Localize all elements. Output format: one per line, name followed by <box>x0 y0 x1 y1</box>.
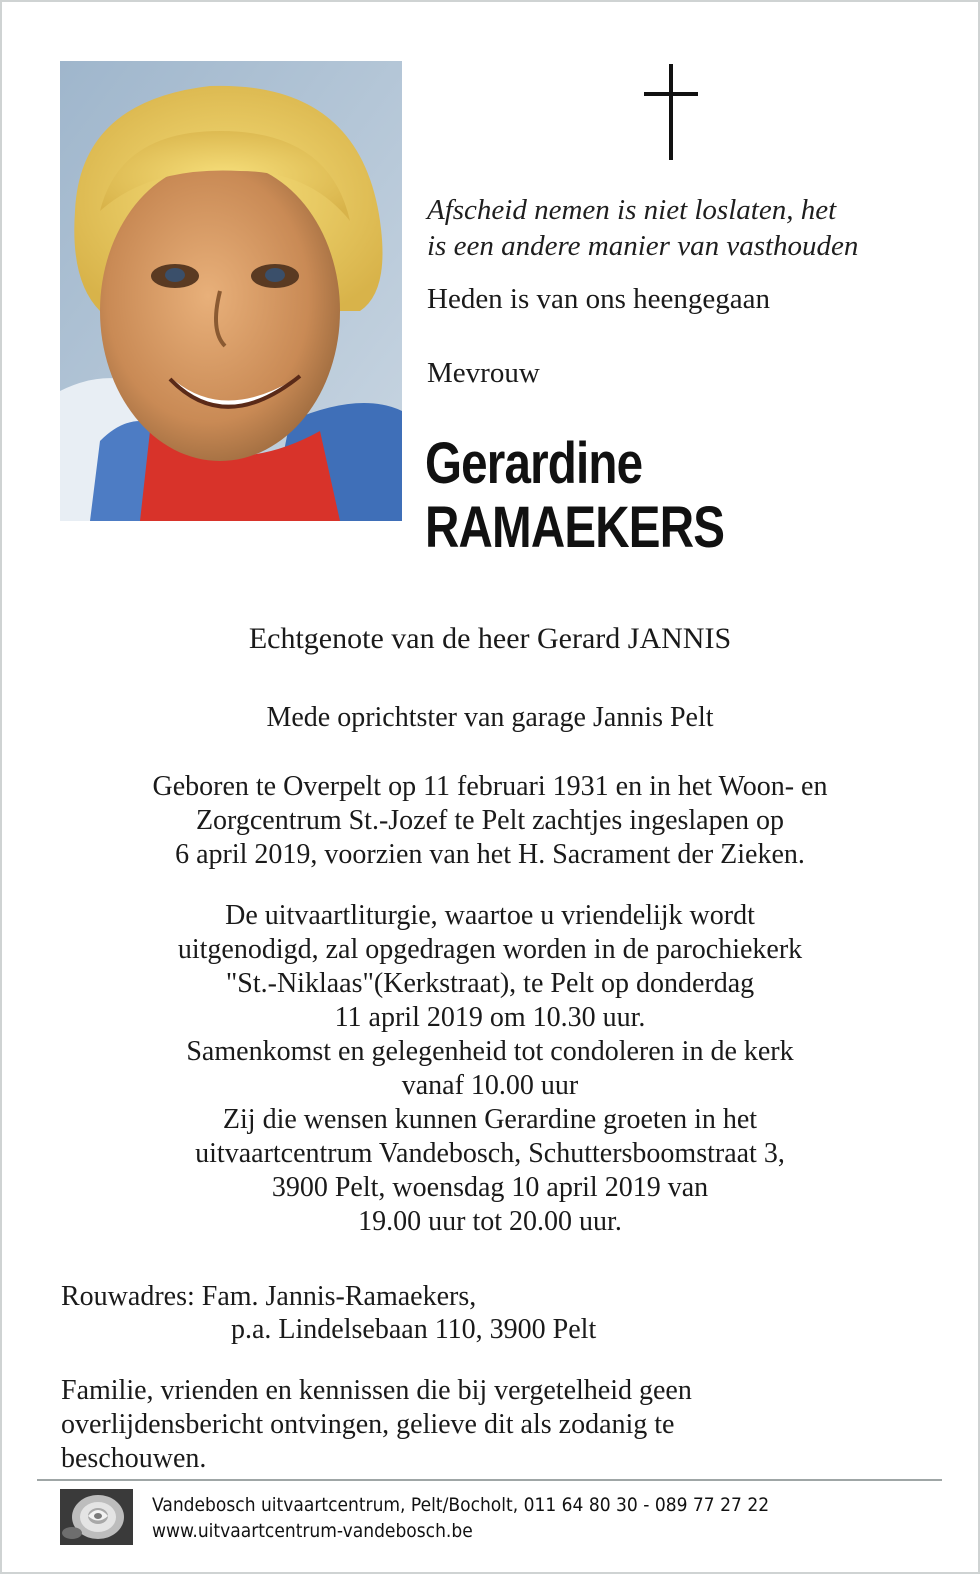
birth-paragraph <box>32 770 948 872</box>
funeral-line: 19.00 uur tot 20.00 uur. <box>358 1206 622 1237</box>
first-name: Gerardine <box>425 431 643 496</box>
deceased-name <box>425 432 724 560</box>
quote-line-1: Afscheid nemen is niet loslaten, het <box>427 194 837 226</box>
birth-line: 6 april 2019, voorzien van het H. Sacrament der Zieken. <box>175 839 805 870</box>
birth-line: Geboren te Overpelt op 11 februari 1931 en in het Woon- en <box>152 771 828 802</box>
footer-contact: Vandebosch uitvaartcentrum, Pelt/Bocholt, 011 64 80 30 - 089 77 27 22 <box>152 1494 770 1516</box>
funeral-line: uitvaartcentrum Vandebosch, Schuttersboomstraat 3, <box>195 1138 785 1169</box>
funeral-line: uitgenodigd, zal opgedragen worden in de parochiekerk <box>177 934 803 965</box>
family-note <box>61 1374 921 1476</box>
mourning-address-line-2: p.a. Lindelsebaan 110, 3900 Pelt <box>231 1314 597 1345</box>
last-name: RAMAEKERS <box>425 495 725 560</box>
funeral-paragraph <box>32 899 948 1239</box>
portrait-photo <box>60 61 402 521</box>
note-line: Familie, vrienden en kennissen die bij vergetelheid geen <box>61 1375 692 1406</box>
funeral-line: De uitvaartliturgie, waartoe u vriendelijk wordt <box>225 900 755 931</box>
funeral-line: Samenkomst en gelegenheid tot condoleren in de kerk <box>186 1036 794 1067</box>
note-line: overlijdensbericht ontvingen, gelieve dit als zodanig te <box>61 1409 675 1440</box>
spouse-line: Echtgenote van de heer Gerard JANNIS <box>248 622 732 655</box>
funeral-home-footer <box>152 1492 769 1544</box>
footer-divider <box>37 1479 942 1481</box>
role-line: Mede oprichtster van garage Jannis Pelt <box>266 702 714 733</box>
funeral-line: 11 april 2019 om 10.30 uur. <box>334 1002 646 1033</box>
rose-logo-icon <box>60 1489 133 1545</box>
funeral-line: "St.-Niklaas"(Kerkstraat), te Pelt op donderdag <box>225 968 755 999</box>
memorial-quote <box>427 192 947 264</box>
quote-line-2: is een andere manier van vasthouden <box>427 230 859 262</box>
cross-icon <box>642 62 702 162</box>
funeral-line: 3900 Pelt, woensdag 10 april 2019 van <box>271 1172 709 1203</box>
announcement-intro: Heden is van ons heengegaan <box>427 283 771 315</box>
salutation: Mevrouw <box>427 357 540 389</box>
funeral-line: Zij die wensen kunnen Gerardine groeten in het <box>222 1104 758 1135</box>
mourning-address-line-1: Rouwadres: Fam. Jannis-Ramaekers, <box>61 1281 477 1312</box>
funeral-line: vanaf 10.00 uur <box>401 1070 579 1101</box>
footer-website-link[interactable]: www.uitvaartcentrum-vandebosch.be <box>152 1520 473 1542</box>
note-line: beschouwen. <box>61 1443 207 1474</box>
birth-line: Zorgcentrum St.-Jozef te Pelt zachtjes ingeslapen op <box>195 805 785 836</box>
